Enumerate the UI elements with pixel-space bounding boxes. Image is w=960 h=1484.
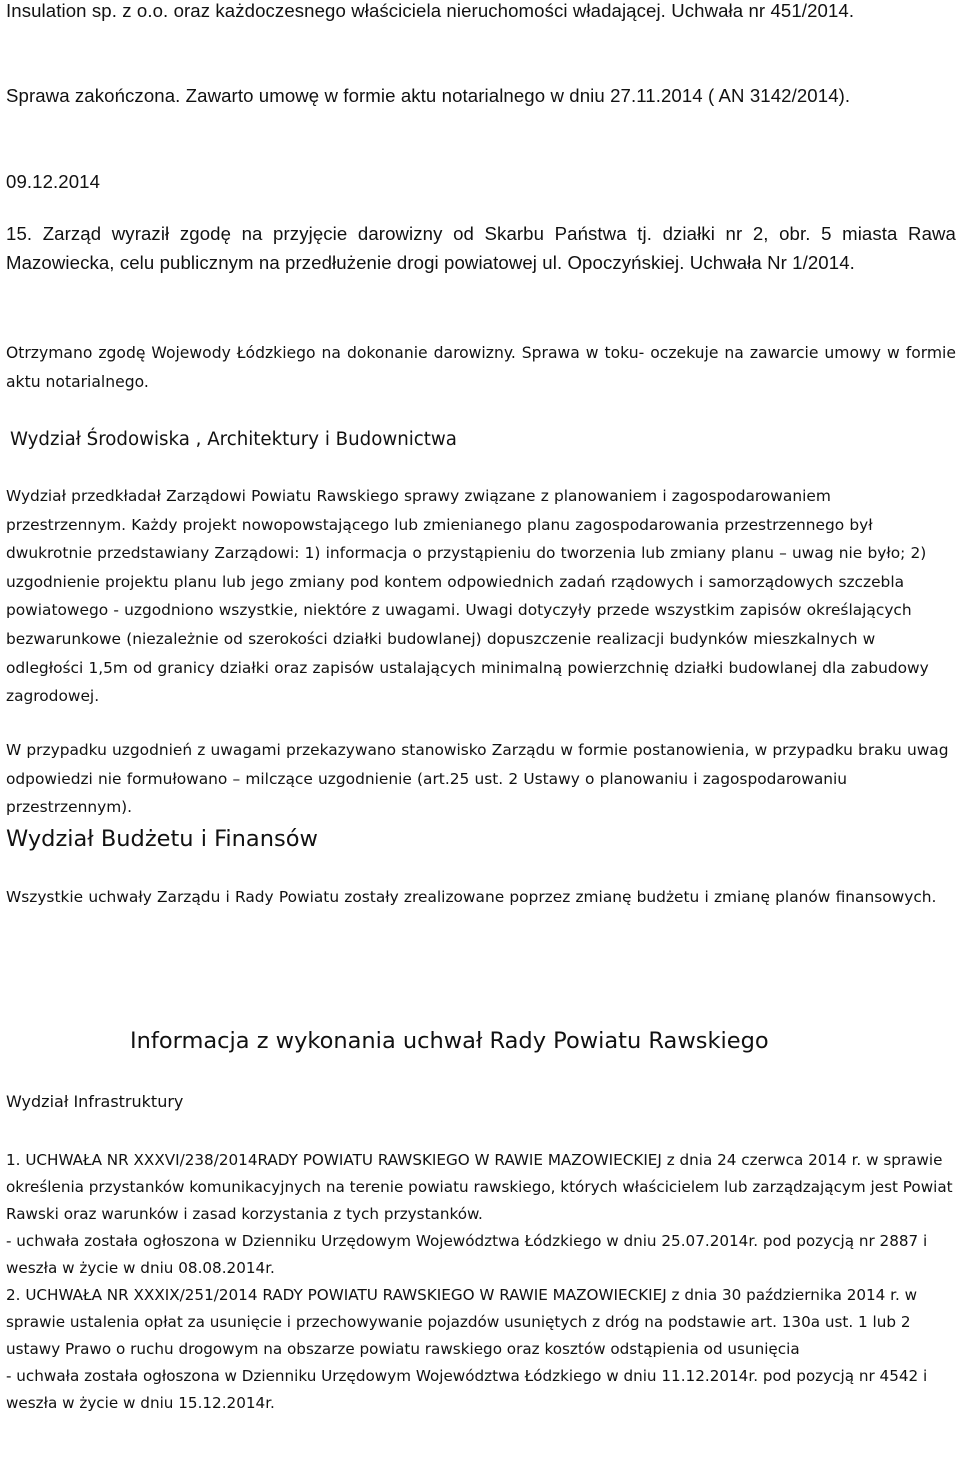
resolution-list — [6, 1147, 956, 1417]
list-item: 1. UCHWAŁA NR XXXVI/238/2014RADY POWIATU RAWSKIEGO W RAWIE MAZOWIECKIEJ z dnia 24 czerwca 2014 r. w sprawie określenia przystanków komunikacyjnych na terenie powiatu rawskiego, których właścicielem lub zarządzającym jest Powiat Rawski oraz warunków i zasad korzystania z tych przystanków. — [6, 1151, 953, 1223]
section-heading-budget: Wydział Budżetu i Finansów — [6, 826, 318, 852]
section-heading-architecture: Wydział Środowiska , Architektury i Budownictwa — [10, 429, 457, 450]
paragraph-architecture-1: Wydział przedkładał Zarządowi Powiatu Rawskiego sprawy związane z planowaniem i zagospodarowaniem przestrzennym. Każdy projekt nowopowstającego lub zmienianego planu zagospodarowania przestrzennego był dwukrotnie przedstawiany Zarządowi: 1) informacja o przystąpieniu do tworzenia lub zmiany planu – uwag nie było; 2) uzgodnienie projektu planu lub jego zmiany pod kontem odpowiednich zadań rządowych i samorządowych szczebla powiatowego - uzgodniono wszystkie, niektóre z uwagami. Uwagi dotyczyły przede wszystkim zapisów określających bezwarunkowe (niezależnie od szerokości działki budowlanej) dopuszczenie realizacji budynków mieszkalnych w odległości 1,5m od granicy działki oraz zapisów ustalających minimalną powierzchnię działki budowlanej dla zabudowy zagrodowej. — [6, 487, 929, 706]
section-subheading-infrastructure: Wydział Infrastruktury — [6, 1092, 184, 1111]
list-item: - uchwała została ogłoszona w Dzienniku Urzędowym Województwa Łódzkiego w dniu 11.12.2014r. pod pozycją nr 4542 i weszła w życie w dniu 15.12.2014r. — [6, 1367, 928, 1412]
paragraph-budget: Wszystkie uchwały Zarządu i Rady Powiatu zostały zrealizowane poprzez zmianę budżetu i zmianę planów finansowych. — [6, 888, 937, 906]
list-item: - uchwała została ogłoszona w Dzienniku Urzędowym Województwa Łódzkiego w dniu 25.07.2014r. pod pozycją nr 2887 i weszła w życie w dniu 08.08.2014r. — [6, 1232, 928, 1277]
section-heading-council: Informacja z wykonania uchwał Rady Powiatu Rawskiego — [130, 1028, 769, 1054]
date-label: 09.12.2014 — [6, 171, 101, 192]
list-item: 2. UCHWAŁA NR XXXIX/251/2014 RADY POWIATU RAWSKIEGO W RAWIE MAZOWIECKIEJ z dnia 30 października 2014 r. w sprawie ustalenia opłat za usunięcie i przechowywanie pojazdów usuniętych z dróg na podstawie art. 130a ust. 1 lub 2 ustawy Prawo o ruchu drogowym na obszarze powiatu rawskiego oraz kosztów odstąpienia od usunięcia — [6, 1286, 918, 1358]
paragraph-insulation: Insulation sp. z o.o. oraz każdoczesnego właściciela nieruchomości władającej. Uchwała nr 451/2014. — [6, 0, 855, 21]
paragraph-architecture-2: W przypadku uzgodnień z uwagami przekazywano stanowisko Zarządu w formie postanowienia, w przypadku braku uwag odpowiedzi nie formułowano – milczące uzgodnienie (art.25 ust. 2 Ustawy o planowaniu i zagospodarowaniu przestrzennym). — [6, 741, 949, 817]
paragraph-consent: Otrzymano zgodę Wojewody Łódzkiego na dokonanie darowizny. Sprawa w toku- oczekuje na zawarcie umowy w formie aktu notarialnego. — [6, 344, 956, 391]
paragraph-item-15: 15. Zarząd wyraził zgodę na przyjęcie darowizny od Skarbu Państwa tj. działki nr 2, obr. 5 miasta Rawa Mazowiecka, celu publicznym na przedłużenie drogi powiatowej ul. Opoczyńskiej. Uchwała Nr 1/2014. — [6, 223, 956, 273]
paragraph-case-closed: Sprawa zakończona. Zawarto umowę w formie aktu notarialnego w dniu 27.11.2014 ( AN 3142/2014). — [6, 85, 851, 106]
